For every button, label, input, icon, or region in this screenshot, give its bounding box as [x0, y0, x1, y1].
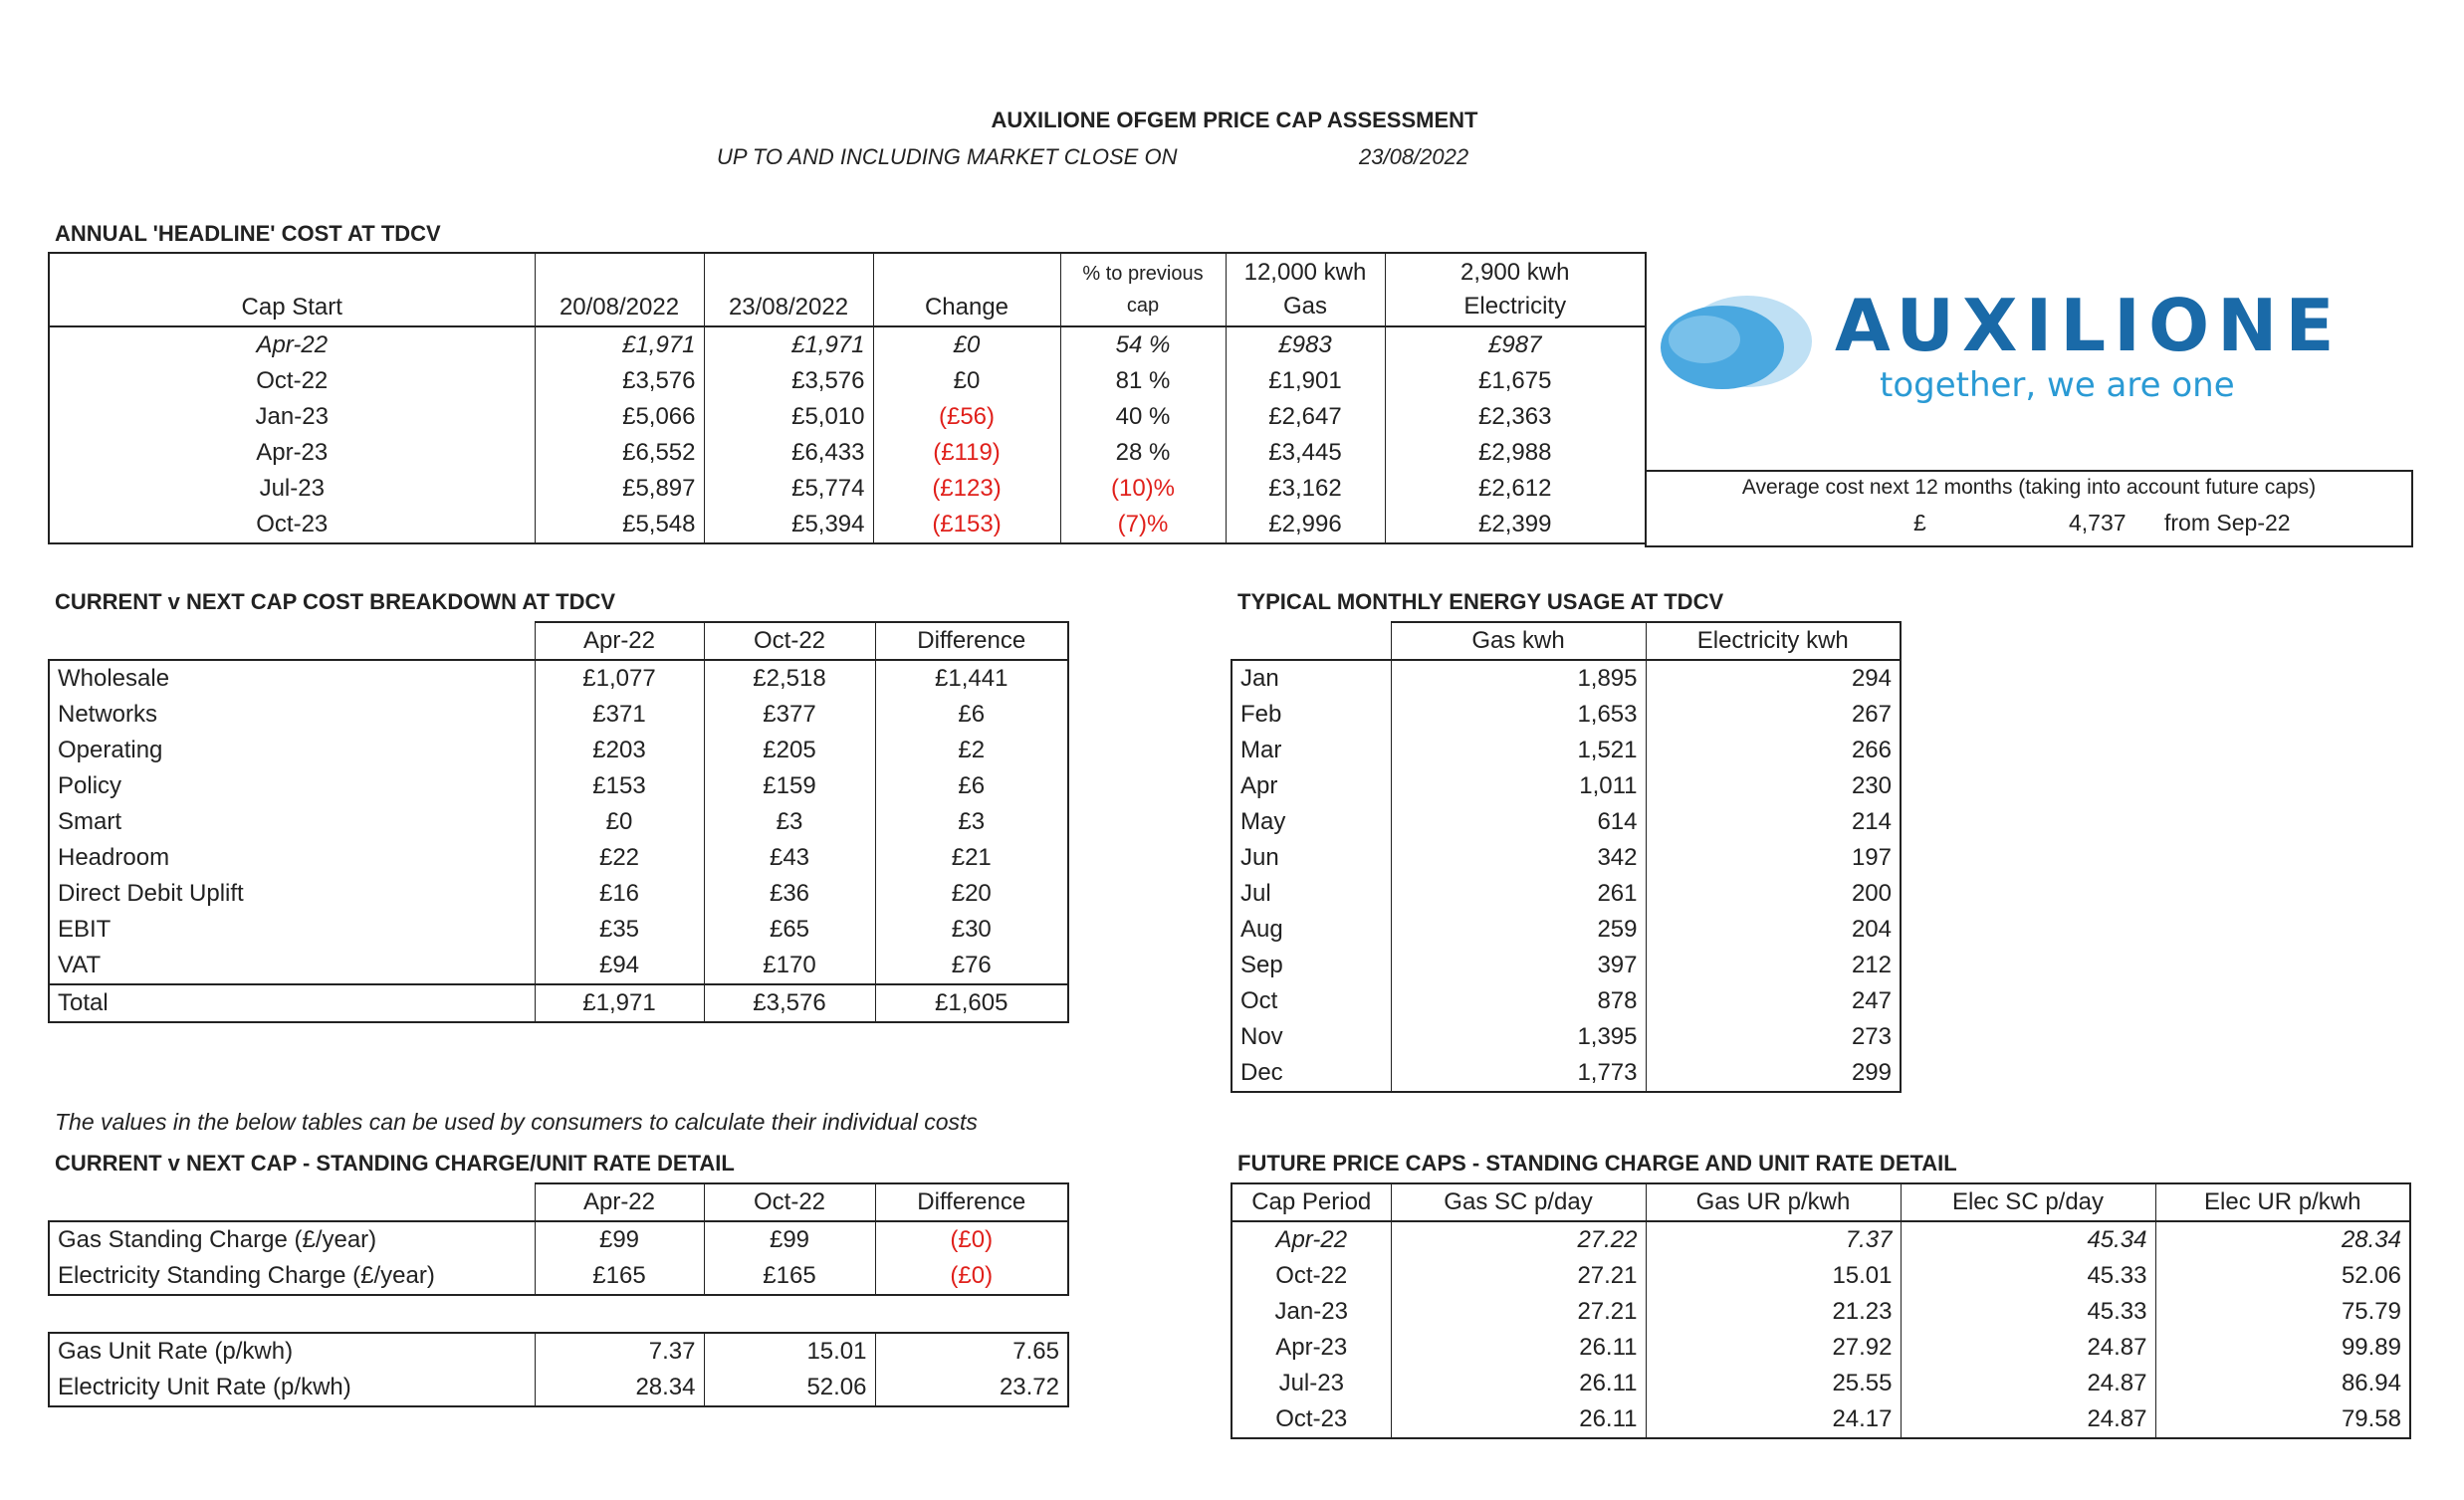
col-elec-ur: Elec UR p/kwh [2204, 1188, 2361, 1215]
col-date-1: 20/08/2022 [535, 253, 704, 326]
headline-table [48, 252, 1647, 544]
cell-label: Electricity Unit Rate (p/kwh) [49, 1370, 535, 1406]
cell-gsc: 26.11 [1391, 1401, 1646, 1438]
table-row [1232, 1401, 2410, 1438]
cell-gur: 25.55 [1646, 1366, 1901, 1401]
table-row [1232, 697, 1901, 733]
cell-a: £165 [535, 1258, 704, 1295]
cell-month: Feb [1232, 697, 1391, 733]
cell-label: Gas Unit Rate (p/kwh) [49, 1333, 535, 1370]
col-change: Change [873, 253, 1060, 326]
standing-header-row [49, 1183, 1068, 1221]
cell-elec: 247 [1646, 983, 1901, 1019]
cell-change: £0 [873, 326, 1060, 363]
cell-esc: 24.87 [1901, 1366, 2155, 1401]
headline-header-row [49, 253, 1646, 326]
cell-period: Oct-22 [1232, 1258, 1391, 1294]
col-elec-kwh: Electricity kwh [1646, 622, 1901, 660]
cell-gas: 342 [1391, 840, 1646, 876]
cell-b: 52.06 [704, 1370, 875, 1406]
cell-gas: 1,773 [1391, 1055, 1646, 1092]
col-oct22: Oct-22 [704, 622, 875, 660]
cell-gas: £983 [1226, 326, 1385, 363]
cell-month: May [1232, 804, 1391, 840]
cell-d1: £5,066 [535, 399, 704, 435]
cell-month: Jul [1232, 876, 1391, 912]
cell-gas: 1,521 [1391, 733, 1646, 768]
cell-b: £159 [704, 768, 875, 804]
table-row [49, 768, 1068, 804]
table-row [1232, 912, 1901, 948]
cell-change: (£119) [873, 435, 1060, 471]
cell-gur: 21.23 [1646, 1294, 1901, 1330]
brand-logo [1653, 284, 2399, 423]
cell-gsc: 27.21 [1391, 1258, 1646, 1294]
cell-pct: 81 % [1060, 363, 1226, 399]
page-title: AUXILIONE OFGEM PRICE CAP ASSESSMENT [991, 107, 1478, 132]
breakdown-total-row [49, 984, 1068, 1022]
cell-period: Oct-23 [1232, 1401, 1391, 1438]
cell-esc: 45.33 [1901, 1294, 2155, 1330]
cell-elec: £2,363 [1478, 403, 1552, 430]
cell-period: Apr-22 [1232, 1221, 1391, 1258]
col-difference: Difference [875, 1183, 1068, 1221]
table-row [49, 399, 1646, 435]
cell-gas: 878 [1391, 983, 1646, 1019]
table-row [1232, 733, 1901, 768]
cell-elec: 197 [1646, 840, 1901, 876]
cell-gsc: 26.11 [1391, 1330, 1646, 1366]
cell-diff: £2 [875, 733, 1068, 768]
cell-b: £3 [704, 804, 875, 840]
cell-change: (£153) [873, 507, 1060, 543]
cell-pct: 40 % [1060, 399, 1226, 435]
brand-tagline: together, we are one [1880, 365, 2235, 405]
cell-cap: Apr-22 [49, 326, 535, 363]
cell-diff: (£0) [875, 1258, 1068, 1295]
col-oct22: Oct-22 [704, 1183, 875, 1221]
table-row [49, 948, 1068, 984]
standing-header-blank [49, 1183, 535, 1221]
breakdown-table [48, 621, 1069, 1023]
cell-diff: £1,441 [875, 660, 1068, 697]
table-row [1232, 1258, 2410, 1294]
cell-diff: £21 [875, 840, 1068, 876]
cell-eur: 99.89 [2341, 1334, 2401, 1361]
cell-b: £65 [704, 912, 875, 948]
cell-d1: £1,971 [535, 326, 704, 363]
table-row [49, 1370, 1068, 1406]
table-row [49, 1333, 1068, 1370]
cell-a: £371 [535, 697, 704, 733]
cell-cap: Oct-22 [49, 363, 535, 399]
cell-month: Jan [1232, 660, 1391, 697]
standing-section-title: CURRENT v NEXT CAP - STANDING CHARGE/UNIT RATE DETAIL [55, 1151, 735, 1176]
monthly-section-title: TYPICAL MONTHLY ENERGY USAGE AT TDCV [1237, 589, 1724, 614]
cell-b: 15.01 [704, 1333, 875, 1370]
table-row [1232, 1366, 2410, 1401]
cell-total-b: £3,576 [704, 984, 875, 1022]
cell-elec: 266 [1646, 733, 1901, 768]
cell-label: Operating [49, 733, 535, 768]
cell-d2: £5,774 [704, 471, 873, 507]
cell-month: Dec [1232, 1055, 1391, 1092]
monthly-header-blank [1232, 622, 1391, 660]
average-cost-box [1645, 470, 2413, 547]
cell-d2: £5,394 [704, 507, 873, 543]
col-elec-line2: Electricity [1463, 293, 1567, 320]
cell-label: Smart [49, 804, 535, 840]
cell-elec: £2,612 [1478, 475, 1552, 502]
table-row [49, 326, 1646, 363]
cell-gas: £1,901 [1226, 363, 1385, 399]
cell-esc: 24.87 [1901, 1401, 2155, 1438]
col-pct-line1: % to previous [1082, 263, 1204, 285]
col-pct-line2: cap [1126, 295, 1160, 317]
cell-gur: 7.37 [1646, 1221, 1901, 1258]
cell-a: 28.34 [535, 1370, 704, 1406]
table-row [1232, 1330, 2410, 1366]
table-row [49, 435, 1646, 471]
page-subtitle: UP TO AND INCLUDING MARKET CLOSE ON [717, 144, 1178, 169]
brand-name: AUXILIONE [1835, 284, 2343, 367]
table-row [49, 1221, 1068, 1258]
cell-d2: £1,971 [704, 326, 873, 363]
col-gas [1226, 253, 1385, 326]
cell-esc: 24.87 [1901, 1330, 2155, 1366]
cell-a: £35 [535, 912, 704, 948]
col-cap-start: Cap Start [49, 253, 535, 326]
cell-eur: 79.58 [2341, 1405, 2401, 1432]
future-header-row [1232, 1183, 2410, 1221]
cell-elec: 299 [1646, 1055, 1901, 1092]
cell-gas: 261 [1391, 876, 1646, 912]
cell-a: £22 [535, 840, 704, 876]
cell-d1: £3,576 [535, 363, 704, 399]
cell-a: £153 [535, 768, 704, 804]
col-gas-kwh: Gas kwh [1391, 622, 1646, 660]
table-row [49, 363, 1646, 399]
cell-change: £0 [873, 363, 1060, 399]
cell-gas: 397 [1391, 948, 1646, 983]
average-cost-label: Average cost next 12 months (taking into account future caps) [1741, 476, 2317, 499]
cell-month: Jun [1232, 840, 1391, 876]
cell-month: Nov [1232, 1019, 1391, 1055]
cell-label: Gas Standing Charge (£/year) [49, 1221, 535, 1258]
cell-cap: Oct-23 [49, 507, 535, 543]
cell-pct: (10)% [1060, 471, 1226, 507]
col-gas-line2: Gas [1282, 293, 1327, 320]
cell-elec: £2,988 [1478, 439, 1552, 466]
cell-d2: £5,010 [704, 399, 873, 435]
cell-elec: £987 [1488, 331, 1542, 358]
cell-month: Aug [1232, 912, 1391, 948]
cell-b: £170 [704, 948, 875, 984]
table-row [49, 733, 1068, 768]
cell-change: (£123) [873, 471, 1060, 507]
headline-section-title: ANNUAL 'HEADLINE' COST AT TDCV [55, 221, 441, 246]
cell-gsc: 27.22 [1391, 1221, 1646, 1258]
cell-a: £94 [535, 948, 704, 984]
cell-diff: £76 [875, 948, 1068, 984]
logo-blob-icon [1653, 292, 1812, 401]
col-gas-ur: Gas UR p/kwh [1646, 1183, 1901, 1221]
cell-elec: 273 [1646, 1019, 1901, 1055]
table-row [1232, 768, 1901, 804]
table-row [1232, 876, 1901, 912]
standing-charge-table [48, 1182, 1069, 1296]
col-elec-line1: 2,900 kwh [1460, 259, 1570, 286]
table-row [49, 912, 1068, 948]
cell-gur: 24.17 [1646, 1401, 1901, 1438]
col-gas-sc: Gas SC p/day [1391, 1183, 1646, 1221]
cell-label: Electricity Standing Charge (£/year) [49, 1258, 535, 1295]
table-row [49, 660, 1068, 697]
average-value: 4,737 [2069, 510, 2127, 536]
table-row [1232, 840, 1901, 876]
assessment-date: 23/08/2022 [1359, 144, 1469, 169]
table-row [1232, 948, 1901, 983]
cell-eur: 75.79 [2341, 1298, 2401, 1325]
cell-gur: 27.92 [1646, 1330, 1901, 1366]
cell-d2: £3,576 [704, 363, 873, 399]
table-row [49, 1258, 1068, 1295]
cell-label: EBIT [49, 912, 535, 948]
cell-elec: 267 [1646, 697, 1901, 733]
cell-elec: £2,399 [1478, 511, 1552, 537]
cell-diff: 23.72 [999, 1374, 1059, 1400]
cell-b: £43 [704, 840, 875, 876]
col-elec [1385, 253, 1646, 326]
cell-cap: Jul-23 [49, 471, 535, 507]
col-apr22: Apr-22 [535, 622, 704, 660]
table-row [1232, 1294, 2410, 1330]
cell-gas: 1,895 [1391, 660, 1646, 697]
breakdown-header-blank [49, 622, 535, 660]
cell-gas: 1,653 [1391, 697, 1646, 733]
cell-elec: 230 [1646, 768, 1901, 804]
col-cap-period: Cap Period [1232, 1183, 1391, 1221]
cell-b: £99 [704, 1221, 875, 1258]
cell-gas: £3,162 [1226, 471, 1385, 507]
cell-gas: 259 [1391, 912, 1646, 948]
cell-d1: £5,897 [535, 471, 704, 507]
cell-b: £377 [704, 697, 875, 733]
cell-total-diff: £1,605 [875, 984, 1068, 1022]
cell-pct: 28 % [1060, 435, 1226, 471]
cell-elec: 294 [1646, 660, 1901, 697]
cell-a: £1,077 [535, 660, 704, 697]
average-currency: £ [1913, 510, 1926, 536]
table-row [49, 804, 1068, 840]
cell-pct: (7)% [1060, 507, 1226, 543]
cell-gas: £2,996 [1226, 507, 1385, 543]
table-row [49, 507, 1646, 543]
cell-month: Sep [1232, 948, 1391, 983]
cell-elec: 200 [1646, 876, 1901, 912]
cell-diff: £6 [875, 768, 1068, 804]
cell-a: £99 [535, 1221, 704, 1258]
col-difference: Difference [875, 622, 1068, 660]
cell-esc: 45.33 [1901, 1258, 2155, 1294]
cell-a: 7.37 [535, 1333, 704, 1370]
col-date-2: 23/08/2022 [704, 253, 873, 326]
cell-b: £2,518 [704, 660, 875, 697]
cell-label: Wholesale [49, 660, 535, 697]
cell-elec: 204 [1646, 912, 1901, 948]
cell-diff: £20 [875, 876, 1068, 912]
cell-d1: £5,548 [535, 507, 704, 543]
cell-gas: £2,647 [1226, 399, 1385, 435]
cell-eur: 28.34 [2341, 1226, 2401, 1253]
cell-gas: £3,445 [1226, 435, 1385, 471]
cell-elec: £1,675 [1478, 367, 1552, 394]
cell-d1: £6,552 [535, 435, 704, 471]
cell-b: £165 [704, 1258, 875, 1295]
cell-elec: 214 [1646, 804, 1901, 840]
cell-diff: £30 [875, 912, 1068, 948]
cell-b: £205 [704, 733, 875, 768]
cell-diff: 7.65 [1012, 1338, 1059, 1365]
cell-gas: 614 [1391, 804, 1646, 840]
cell-eur: 52.06 [2341, 1262, 2401, 1289]
breakdown-section-title: CURRENT v NEXT CAP COST BREAKDOWN AT TDCV [55, 589, 616, 614]
col-elec-sc: Elec SC p/day [1901, 1183, 2155, 1221]
cell-label: Networks [49, 697, 535, 733]
cell-label: Direct Debit Uplift [49, 876, 535, 912]
average-from: from Sep-22 [2164, 510, 2291, 536]
table-row [1232, 660, 1901, 697]
table-row [49, 876, 1068, 912]
table-row [49, 697, 1068, 733]
cell-label: Policy [49, 768, 535, 804]
cell-elec: 212 [1646, 948, 1901, 983]
cell-total-label: Total [49, 984, 535, 1022]
cell-month: Apr [1232, 768, 1391, 804]
table-row [1232, 804, 1901, 840]
cell-change: (£56) [873, 399, 1060, 435]
unit-rate-table [48, 1332, 1069, 1407]
cell-month: Mar [1232, 733, 1391, 768]
cell-total-a: £1,971 [535, 984, 704, 1022]
future-caps-table [1231, 1182, 2411, 1439]
table-row [1232, 1019, 1901, 1055]
cell-gsc: 26.11 [1391, 1366, 1646, 1401]
cell-gur: 15.01 [1646, 1258, 1901, 1294]
cell-label: Headroom [49, 840, 535, 876]
cell-diff: £6 [875, 697, 1068, 733]
cell-cap: Jan-23 [49, 399, 535, 435]
consumer-note: The values in the below tables can be used by consumers to calculate their individual costs [55, 1109, 978, 1135]
cell-d2: £6,433 [704, 435, 873, 471]
cell-gsc: 27.21 [1391, 1294, 1646, 1330]
col-apr22: Apr-22 [535, 1183, 704, 1221]
monthly-header-row [1232, 622, 1901, 660]
table-row [1232, 1055, 1901, 1092]
cell-a: £203 [535, 733, 704, 768]
cell-gas: 1,011 [1391, 768, 1646, 804]
table-row [1232, 983, 1901, 1019]
cell-a: £0 [535, 804, 704, 840]
cell-month: Oct [1232, 983, 1391, 1019]
table-row [49, 471, 1646, 507]
cell-period: Jan-23 [1232, 1294, 1391, 1330]
col-gas-line1: 12,000 kwh [1243, 259, 1367, 286]
cell-a: £16 [535, 876, 704, 912]
cell-esc: 45.34 [1901, 1221, 2155, 1258]
table-row [49, 840, 1068, 876]
cell-eur: 86.94 [2341, 1370, 2401, 1396]
monthly-usage-table [1231, 621, 1902, 1093]
col-pct-prev [1060, 253, 1226, 326]
table-row [1232, 1221, 2410, 1258]
cell-period: Jul-23 [1232, 1366, 1391, 1401]
cell-diff: £3 [875, 804, 1068, 840]
future-section-title: FUTURE PRICE CAPS - STANDING CHARGE AND UNIT RATE DETAIL [1237, 1151, 1957, 1176]
cell-period: Apr-23 [1232, 1330, 1391, 1366]
cell-cap: Apr-23 [49, 435, 535, 471]
cell-b: £36 [704, 876, 875, 912]
cell-label: VAT [49, 948, 535, 984]
cell-diff: (£0) [875, 1221, 1068, 1258]
cell-gas: 1,395 [1391, 1019, 1646, 1055]
breakdown-header-row [49, 622, 1068, 660]
cell-pct: 54 % [1060, 326, 1226, 363]
